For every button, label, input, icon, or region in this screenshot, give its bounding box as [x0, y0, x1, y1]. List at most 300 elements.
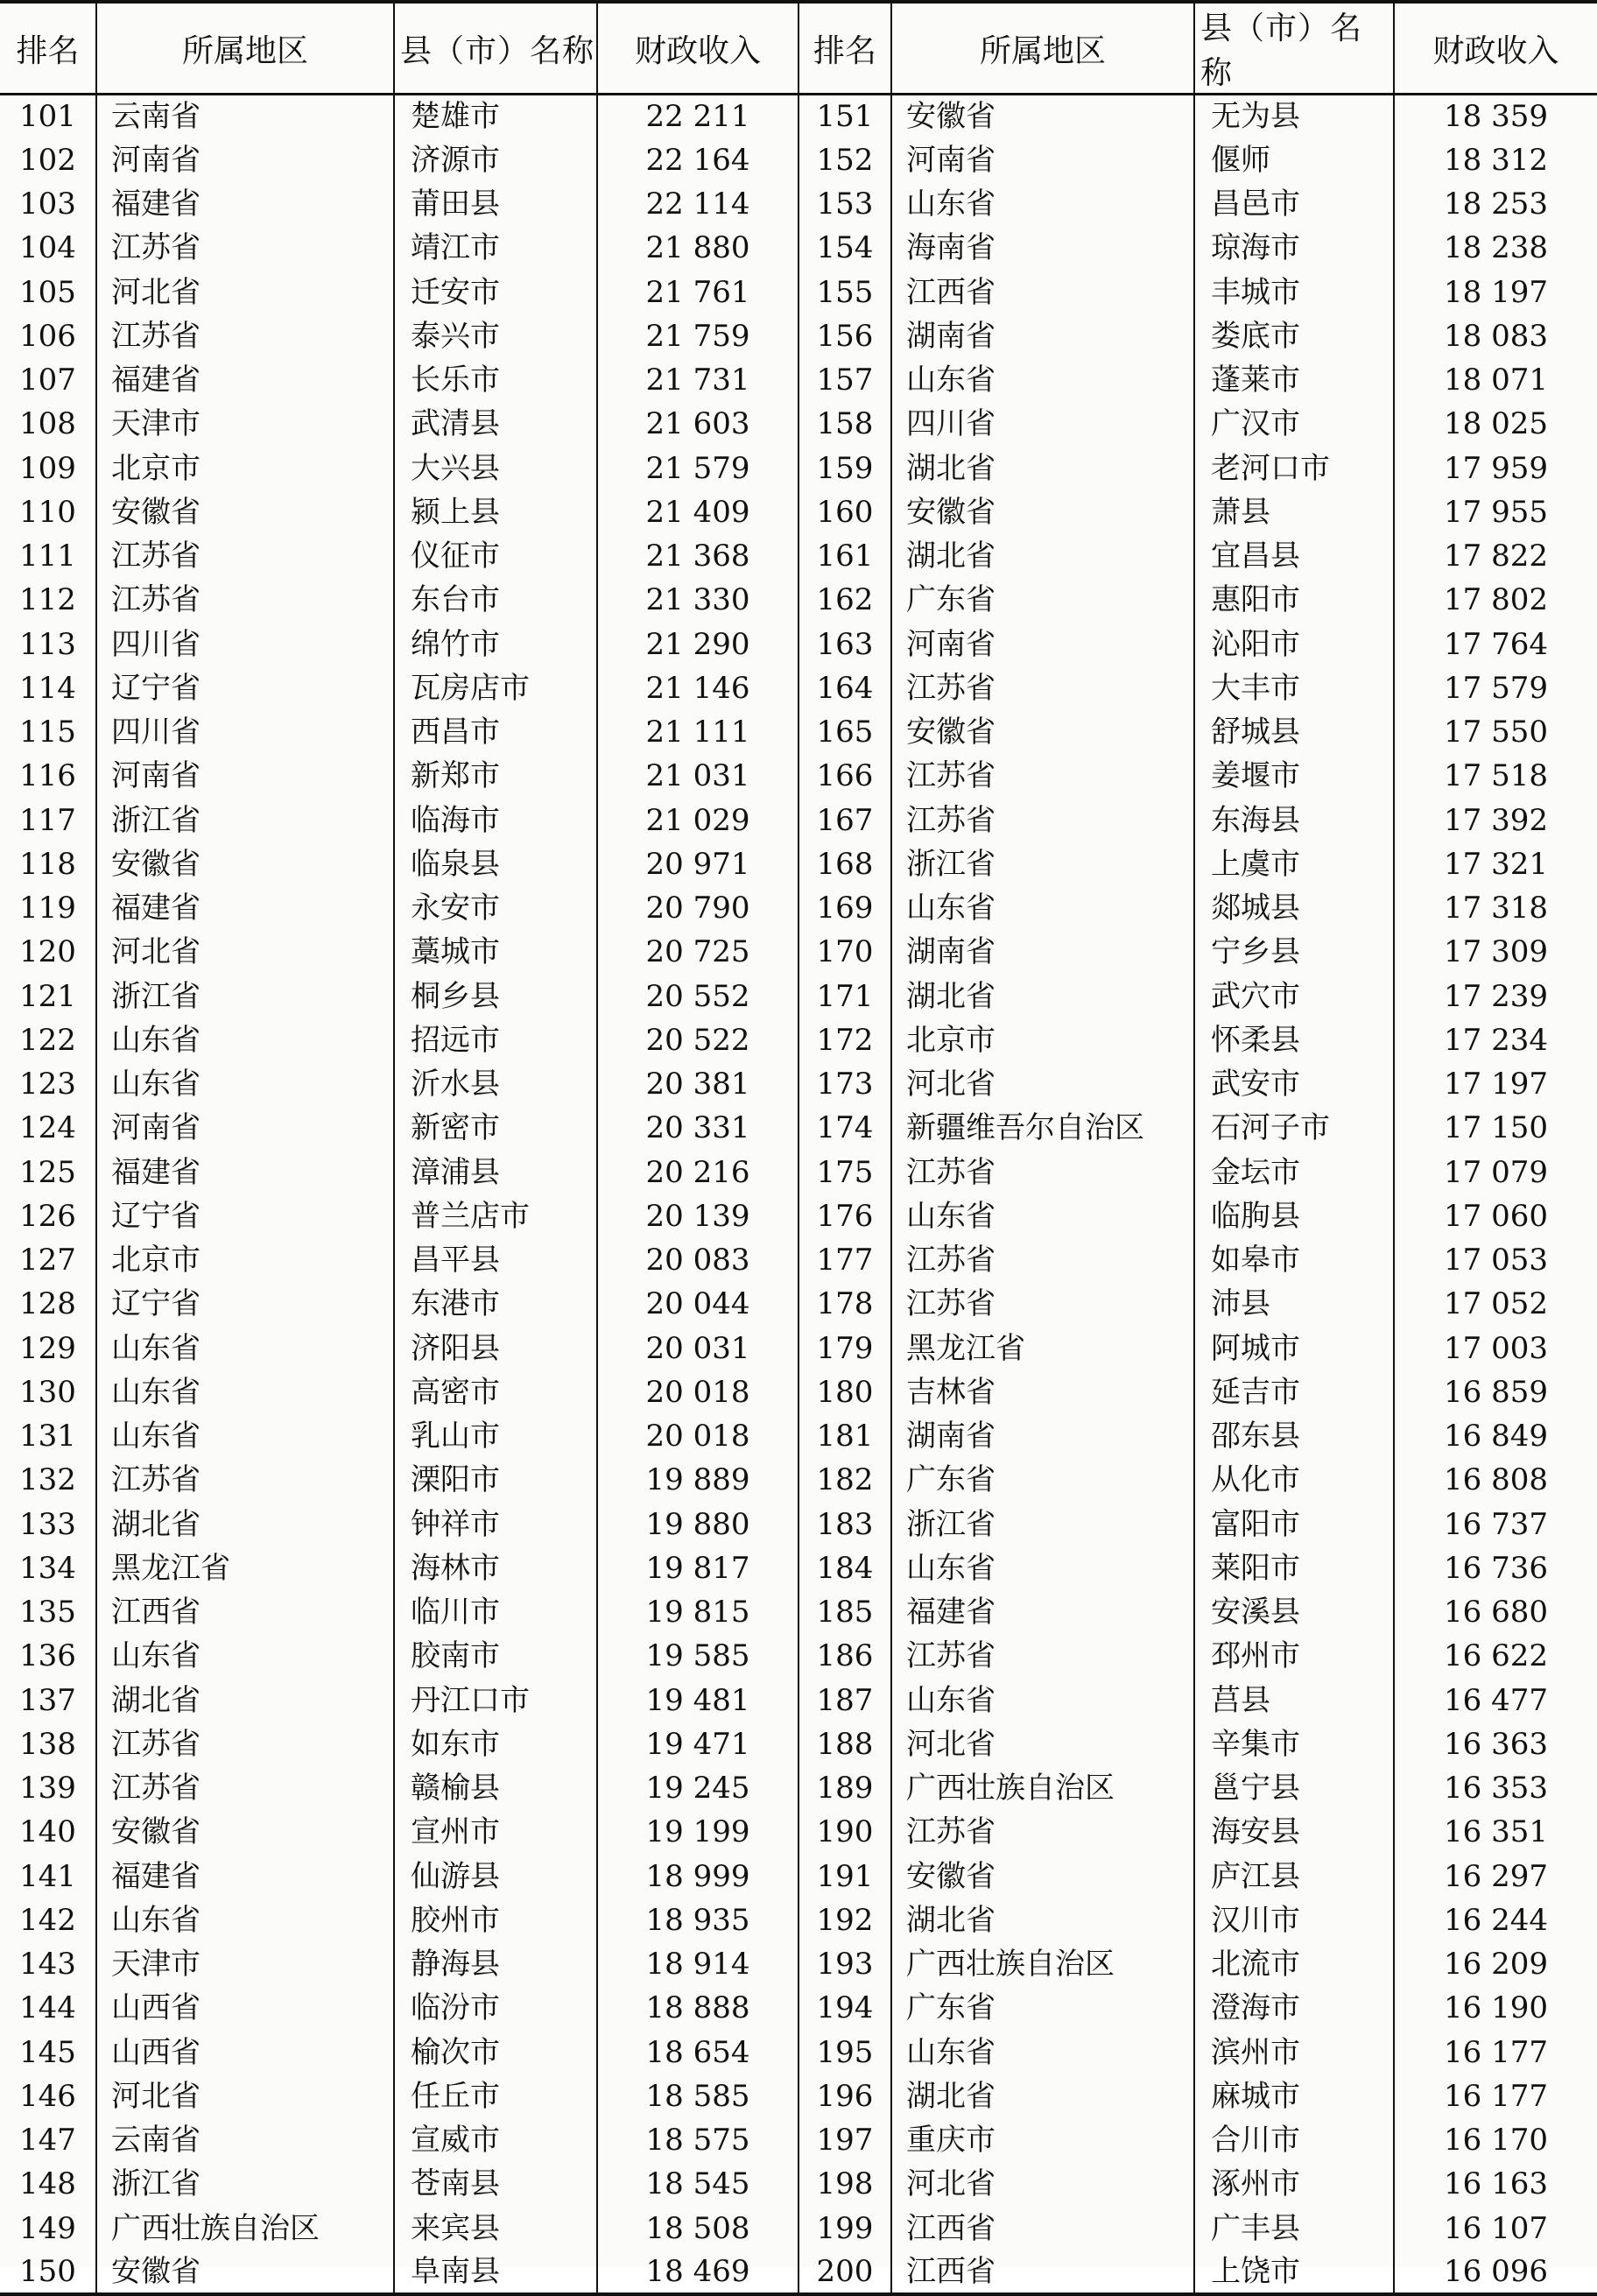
- left-county-cell: 长乐市: [394, 358, 597, 402]
- right-revenue-cell: 17 318: [1444, 891, 1548, 926]
- right-revenue-cell: 16 096: [1394, 2250, 1597, 2294]
- right-revenue-cell: 17 309: [1444, 934, 1548, 970]
- right-province-cell: 山东省: [891, 182, 1194, 226]
- header-revenue-right: 财政收入: [1394, 2, 1597, 95]
- right-rank-cell: 185: [798, 1590, 891, 1634]
- table-row: [0, 1590, 1597, 1634]
- left-rank-cell: 110: [0, 490, 96, 534]
- right-province-cell: 四川省: [891, 402, 1194, 446]
- left-province-cell: 福建省: [96, 1151, 394, 1194]
- header-county-right: 县（市）名称: [1194, 2, 1394, 95]
- right-county-cell: 北流市: [1194, 1942, 1394, 1986]
- left-county-cell: 昌平县: [394, 1238, 597, 1282]
- right-county-cell: 姜堰市: [1194, 754, 1394, 798]
- right-rank-cell: 193: [798, 1942, 891, 1986]
- left-province-cell: 山东省: [96, 1414, 394, 1458]
- table-row: [0, 1106, 1597, 1150]
- right-revenue-cell: 17 053: [1444, 1243, 1548, 1278]
- right-county-cell: 邵东县: [1194, 1414, 1394, 1458]
- left-province-cell: 河南省: [96, 754, 394, 798]
- left-revenue-cell: 21 368: [597, 534, 798, 578]
- left-province-cell: 湖北省: [96, 1503, 394, 1546]
- right-province-cell: 河南省: [891, 138, 1194, 182]
- right-province-cell: 湖北省: [891, 1898, 1194, 1942]
- table-row: [0, 447, 1597, 490]
- right-revenue-cell: 16 849: [1444, 1419, 1548, 1454]
- right-revenue-cell: 16 190: [1444, 1990, 1548, 2026]
- right-county-cell: 沛县: [1194, 1282, 1394, 1326]
- right-county-cell: 庐江县: [1194, 1855, 1394, 1898]
- left-county-cell: 迁安市: [394, 271, 597, 314]
- right-county-cell: 上虞市: [1194, 842, 1394, 886]
- left-province-cell: 江西省: [96, 1590, 394, 1634]
- left-revenue-cell: 19 817: [597, 1546, 798, 1590]
- left-county-cell: 仙游县: [394, 1855, 597, 1898]
- left-rank-cell: 149: [0, 2207, 96, 2250]
- right-revenue-cell: 17 052: [1444, 1286, 1548, 1322]
- left-county-cell: 绵竹市: [394, 623, 597, 666]
- right-province-cell: 湖北省: [891, 447, 1194, 490]
- left-province-cell: 福建省: [96, 182, 394, 226]
- left-rank-cell: 112: [0, 578, 96, 622]
- left-rank-cell: 111: [0, 534, 96, 578]
- table-row: [0, 95, 1597, 138]
- right-rank-cell: 186: [798, 1634, 891, 1678]
- left-rank-cell: 141: [0, 1855, 96, 1898]
- right-county-cell: 广丰县: [1194, 2207, 1394, 2250]
- right-revenue-cell: 17 518: [1444, 758, 1548, 794]
- right-province-cell: 河北省: [891, 1722, 1194, 1766]
- left-province-cell: 江苏省: [96, 534, 394, 578]
- right-revenue-cell: 17 764: [1444, 626, 1548, 662]
- left-revenue-cell: 21 029: [597, 799, 798, 842]
- right-county-cell: 海安县: [1194, 1810, 1394, 1854]
- left-rank-cell: 119: [0, 886, 96, 930]
- table-row: [0, 2162, 1597, 2206]
- table-row: [0, 1238, 1597, 1282]
- table-row: [0, 1282, 1597, 1326]
- left-county-cell: 宣威市: [394, 2118, 597, 2162]
- left-province-cell: 山东省: [96, 1327, 394, 1370]
- left-rank-cell: 150: [0, 2250, 96, 2294]
- right-county-cell: 澄海市: [1194, 1986, 1394, 2030]
- left-province-cell: 山东省: [96, 1898, 394, 1942]
- table-row: [0, 2118, 1597, 2162]
- right-province-cell: 江苏省: [891, 1634, 1194, 1678]
- table-row: [0, 1546, 1597, 1590]
- table-row: [0, 1062, 1597, 1106]
- left-province-cell: 北京市: [96, 447, 394, 490]
- right-revenue-cell: 16 244: [1444, 1902, 1548, 1938]
- right-revenue-cell: 18 253: [1444, 187, 1548, 222]
- right-revenue-cell: 17 079: [1444, 1154, 1548, 1190]
- right-revenue-cell: 16 680: [1444, 1595, 1548, 1630]
- right-rank-cell: 198: [798, 2162, 891, 2206]
- right-county-cell: 临朐县: [1194, 1194, 1394, 1238]
- table-row: [0, 271, 1597, 314]
- left-county-cell: 招远市: [394, 1018, 597, 1062]
- right-revenue-cell: 17 321: [1444, 846, 1548, 882]
- left-county-cell: 颍上县: [394, 490, 597, 534]
- right-province-cell: 江苏省: [891, 1151, 1194, 1194]
- table-row: [0, 534, 1597, 578]
- left-county-cell: 武清县: [394, 402, 597, 446]
- left-rank-cell: 118: [0, 842, 96, 886]
- right-revenue-cell: 17 822: [1444, 539, 1548, 574]
- right-revenue-cell: 18 238: [1444, 230, 1548, 266]
- right-revenue-cell: 17 239: [1444, 978, 1548, 1014]
- left-revenue-cell: 21 579: [597, 447, 798, 490]
- right-revenue-cell: 17 579: [1444, 670, 1548, 706]
- right-revenue-cell: 18 025: [1444, 406, 1548, 442]
- right-rank-cell: 159: [798, 447, 891, 490]
- right-province-cell: 安徽省: [891, 1855, 1194, 1898]
- right-county-cell: 琼海市: [1194, 226, 1394, 270]
- left-county-cell: 大兴县: [394, 447, 597, 490]
- table-row: [0, 842, 1597, 886]
- right-province-cell: 广东省: [891, 1986, 1194, 2030]
- left-province-cell: 浙江省: [96, 799, 394, 842]
- right-rank-cell: 176: [798, 1194, 891, 1238]
- left-rank-cell: 148: [0, 2162, 96, 2206]
- right-rank-cell: 194: [798, 1986, 891, 2030]
- right-county-cell: 昌邑市: [1194, 182, 1394, 226]
- right-province-cell: 江苏省: [891, 754, 1194, 798]
- right-county-cell: 安溪县: [1194, 1590, 1394, 1634]
- left-rank-cell: 127: [0, 1238, 96, 1282]
- right-province-cell: 湖南省: [891, 314, 1194, 358]
- left-province-cell: 天津市: [96, 1942, 394, 1986]
- left-province-cell: 云南省: [96, 95, 394, 138]
- right-rank-cell: 197: [798, 2118, 891, 2162]
- left-county-cell: 临汾市: [394, 1986, 597, 2030]
- right-county-cell: 怀柔县: [1194, 1018, 1394, 1062]
- left-province-cell: 辽宁省: [96, 1194, 394, 1238]
- left-province-cell: 河南省: [96, 138, 394, 182]
- left-revenue-cell: 21 880: [597, 226, 798, 270]
- right-province-cell: 山东省: [891, 1546, 1194, 1590]
- right-province-cell: 黑龙江省: [891, 1327, 1194, 1370]
- left-revenue-cell: 19 889: [597, 1458, 798, 1502]
- right-revenue-cell: 16 859: [1444, 1374, 1548, 1410]
- table-row: [0, 1503, 1597, 1546]
- left-county-cell: 济阳县: [394, 1327, 597, 1370]
- left-province-cell: 河北省: [96, 271, 394, 314]
- right-rank-cell: 174: [798, 1106, 891, 1150]
- right-province-cell: 江苏省: [891, 1238, 1194, 1282]
- left-province-cell: 山西省: [96, 2031, 394, 2074]
- left-rank-cell: 142: [0, 1898, 96, 1942]
- table-row: [0, 930, 1597, 974]
- left-rank-cell: 107: [0, 358, 96, 402]
- left-county-cell: 新密市: [394, 1106, 597, 1150]
- left-county-cell: 胶州市: [394, 1898, 597, 1942]
- table-row: [0, 1018, 1597, 1062]
- left-rank-cell: 122: [0, 1018, 96, 1062]
- left-revenue-cell: 20 044: [597, 1282, 798, 1326]
- left-county-cell: 临泉县: [394, 842, 597, 886]
- left-revenue-cell: 18 654: [597, 2031, 798, 2074]
- left-revenue-cell: 19 880: [597, 1503, 798, 1546]
- left-revenue-cell: 21 111: [597, 710, 798, 754]
- header-rank-right: 排名: [798, 2, 891, 95]
- left-revenue-cell: 20 018: [597, 1414, 798, 1458]
- right-province-cell: 江苏省: [891, 1282, 1194, 1326]
- right-rank-cell: 166: [798, 754, 891, 798]
- left-province-cell: 北京市: [96, 1238, 394, 1282]
- right-province-cell: 河北省: [891, 1062, 1194, 1106]
- left-revenue-cell: 20 216: [597, 1151, 798, 1194]
- right-county-cell: 沁阳市: [1194, 623, 1394, 666]
- left-province-cell: 四川省: [96, 710, 394, 754]
- right-rank-cell: 195: [798, 2031, 891, 2074]
- left-rank-cell: 139: [0, 1766, 96, 1810]
- right-rank-cell: 157: [798, 358, 891, 402]
- left-revenue-cell: 18 469: [597, 2250, 798, 2294]
- right-revenue-cell: 16 622: [1444, 1638, 1548, 1674]
- left-rank-cell: 114: [0, 666, 96, 710]
- right-county-cell: 惠阳市: [1194, 578, 1394, 622]
- left-revenue-cell: 18 999: [597, 1855, 798, 1898]
- right-county-cell: 从化市: [1194, 1458, 1394, 1502]
- left-revenue-cell: 18 575: [597, 2118, 798, 2162]
- right-revenue-cell: 16 737: [1444, 1506, 1548, 1542]
- table-row: [0, 2031, 1597, 2074]
- left-province-cell: 河南省: [96, 1106, 394, 1150]
- left-revenue-cell: 20 331: [597, 1106, 798, 1150]
- left-county-cell: 漳浦县: [394, 1151, 597, 1194]
- left-county-cell: 永安市: [394, 886, 597, 930]
- right-province-cell: 吉林省: [891, 1370, 1194, 1414]
- left-province-cell: 福建省: [96, 1855, 394, 1898]
- right-province-cell: 山东省: [891, 2031, 1194, 2074]
- right-revenue-cell: 16 808: [1444, 1462, 1548, 1498]
- right-county-cell: 富阳市: [1194, 1503, 1394, 1546]
- table-row: [0, 226, 1597, 270]
- left-rank-cell: 137: [0, 1679, 96, 1722]
- right-province-cell: 浙江省: [891, 1503, 1194, 1546]
- right-county-cell: 莱阳市: [1194, 1546, 1394, 1590]
- left-rank-cell: 124: [0, 1106, 96, 1150]
- left-county-cell: 乳山市: [394, 1414, 597, 1458]
- left-province-cell: 江苏省: [96, 226, 394, 270]
- left-province-cell: 山东省: [96, 1018, 394, 1062]
- right-county-cell: 辛集市: [1194, 1722, 1394, 1766]
- table-row: [0, 1327, 1597, 1370]
- right-rank-cell: 180: [798, 1370, 891, 1414]
- left-revenue-cell: 18 545: [597, 2162, 798, 2206]
- left-province-cell: 江苏省: [96, 1722, 394, 1766]
- right-rank-cell: 200: [798, 2250, 891, 2294]
- left-rank-cell: 115: [0, 710, 96, 754]
- table-row: [0, 1766, 1597, 1810]
- right-revenue-cell: 17 060: [1444, 1198, 1548, 1234]
- left-rank-cell: 125: [0, 1151, 96, 1194]
- left-revenue-cell: 21 731: [597, 358, 798, 402]
- header-province-left: 所属地区: [96, 2, 394, 95]
- header-rank-left: 排名: [0, 2, 96, 95]
- left-rank-cell: 105: [0, 271, 96, 314]
- right-province-cell: 山东省: [891, 358, 1194, 402]
- right-revenue-cell: 16 209: [1444, 1947, 1548, 1983]
- left-rank-cell: 134: [0, 1546, 96, 1590]
- table-row: [0, 1855, 1597, 1898]
- left-rank-cell: 130: [0, 1370, 96, 1414]
- table-row: [0, 138, 1597, 182]
- table-row: [0, 1194, 1597, 1238]
- right-rank-cell: 199: [798, 2207, 891, 2250]
- left-rank-cell: 140: [0, 1810, 96, 1854]
- right-rank-cell: 191: [798, 1855, 891, 1898]
- left-rank-cell: 101: [0, 95, 96, 138]
- left-revenue-cell: 19 245: [597, 1766, 798, 1810]
- right-county-cell: 涿州市: [1194, 2162, 1394, 2206]
- right-county-cell: 萧县: [1194, 490, 1394, 534]
- left-county-cell: 沂水县: [394, 1062, 597, 1106]
- left-revenue-cell: 20 018: [597, 1370, 798, 1414]
- right-province-cell: 江苏省: [891, 1810, 1194, 1854]
- right-province-cell: 河南省: [891, 623, 1194, 666]
- right-revenue-cell: 16 363: [1444, 1726, 1548, 1762]
- table-row: [0, 1810, 1597, 1854]
- right-county-cell: 合川市: [1194, 2118, 1394, 2162]
- right-rank-cell: 177: [798, 1238, 891, 1282]
- left-revenue-cell: 20 031: [597, 1327, 798, 1370]
- left-revenue-cell: 21 290: [597, 623, 798, 666]
- left-rank-cell: 109: [0, 447, 96, 490]
- left-revenue-cell: 18 914: [597, 1942, 798, 1986]
- right-county-cell: 阿城市: [1194, 1327, 1394, 1370]
- right-county-cell: 蓬莱市: [1194, 358, 1394, 402]
- right-revenue-cell: 16 351: [1444, 1814, 1548, 1850]
- left-rank-cell: 102: [0, 138, 96, 182]
- left-revenue-cell: 18 888: [597, 1986, 798, 2030]
- right-province-cell: 安徽省: [891, 710, 1194, 754]
- right-county-cell: 武安市: [1194, 1062, 1394, 1106]
- left-revenue-cell: 22 211: [597, 95, 798, 138]
- left-county-cell: 瓦房店市: [394, 666, 597, 710]
- right-province-cell: 浙江省: [891, 842, 1194, 886]
- right-rank-cell: 169: [798, 886, 891, 930]
- table-row: [0, 1942, 1597, 1986]
- right-rank-cell: 196: [798, 2074, 891, 2118]
- right-county-cell: 偃师: [1194, 138, 1394, 182]
- left-province-cell: 河北省: [96, 930, 394, 974]
- left-county-cell: 西昌市: [394, 710, 597, 754]
- left-rank-cell: 135: [0, 1590, 96, 1634]
- right-county-cell: 丰城市: [1194, 271, 1394, 314]
- right-province-cell: 新疆维吾尔自治区: [891, 1106, 1194, 1150]
- right-province-cell: 广东省: [891, 578, 1194, 622]
- left-revenue-cell: 20 725: [597, 930, 798, 974]
- left-revenue-cell: 18 935: [597, 1898, 798, 1942]
- left-province-cell: 江苏省: [96, 314, 394, 358]
- left-county-cell: 临海市: [394, 799, 597, 842]
- right-rank-cell: 190: [798, 1810, 891, 1854]
- left-revenue-cell: 21 759: [597, 314, 798, 358]
- right-province-cell: 山东省: [891, 1679, 1194, 1722]
- table-row: [0, 1458, 1597, 1502]
- left-province-cell: 安徽省: [96, 2250, 394, 2294]
- right-revenue-cell: 18 197: [1444, 274, 1548, 310]
- left-revenue-cell: 20 552: [597, 975, 798, 1018]
- left-province-cell: 四川省: [96, 623, 394, 666]
- table-row: [0, 710, 1597, 754]
- left-revenue-cell: 20 790: [597, 886, 798, 930]
- left-county-cell: 东港市: [394, 1282, 597, 1326]
- right-revenue-cell: 18 359: [1444, 99, 1548, 135]
- left-rank-cell: 145: [0, 2031, 96, 2074]
- table-row: [0, 2207, 1597, 2250]
- right-county-cell: 娄底市: [1194, 314, 1394, 358]
- left-revenue-cell: 20 522: [597, 1018, 798, 1062]
- table-row: [0, 2074, 1597, 2118]
- table-row: [0, 666, 1597, 710]
- left-rank-cell: 123: [0, 1062, 96, 1106]
- left-province-cell: 安徽省: [96, 842, 394, 886]
- right-rank-cell: 158: [798, 402, 891, 446]
- table-row: [0, 314, 1597, 358]
- left-rank-cell: 120: [0, 930, 96, 974]
- left-county-cell: 如东市: [394, 1722, 597, 1766]
- table-row: [0, 2250, 1597, 2294]
- left-revenue-cell: 21 603: [597, 402, 798, 446]
- right-province-cell: 江西省: [891, 2207, 1194, 2250]
- left-county-cell: 静海县: [394, 1942, 597, 1986]
- table-row: [0, 182, 1597, 226]
- right-revenue-cell: 16 177: [1444, 2034, 1548, 2070]
- left-province-cell: 湖北省: [96, 1679, 394, 1722]
- left-revenue-cell: 19 199: [597, 1810, 798, 1854]
- right-province-cell: 福建省: [891, 1590, 1194, 1634]
- left-province-cell: 黑龙江省: [96, 1546, 394, 1590]
- left-rank-cell: 146: [0, 2074, 96, 2118]
- left-rank-cell: 136: [0, 1634, 96, 1678]
- right-rank-cell: 163: [798, 623, 891, 666]
- right-rank-cell: 182: [798, 1458, 891, 1502]
- left-rank-cell: 113: [0, 623, 96, 666]
- right-revenue-cell: 16 297: [1444, 1858, 1548, 1894]
- right-revenue-cell: 16 353: [1444, 1771, 1548, 1807]
- left-revenue-cell: 19 585: [597, 1634, 798, 1678]
- right-revenue-cell: 17 802: [1444, 582, 1548, 618]
- right-county-cell: 舒城县: [1194, 710, 1394, 754]
- left-rank-cell: 104: [0, 226, 96, 270]
- right-revenue-cell: 18 071: [1444, 363, 1548, 398]
- left-revenue-cell: 21 330: [597, 578, 798, 622]
- left-county-cell: 莆田县: [394, 182, 597, 226]
- left-county-cell: 临川市: [394, 1590, 597, 1634]
- right-rank-cell: 153: [798, 182, 891, 226]
- left-province-cell: 辽宁省: [96, 1282, 394, 1326]
- right-county-cell: 汉川市: [1194, 1898, 1394, 1942]
- table-row: [0, 490, 1597, 534]
- table-row: [0, 886, 1597, 930]
- right-county-cell: 麻城市: [1194, 2074, 1394, 2118]
- header-row: [0, 2, 1597, 95]
- left-province-cell: 安徽省: [96, 490, 394, 534]
- left-rank-cell: 126: [0, 1194, 96, 1238]
- table-row: [0, 799, 1597, 842]
- left-county-cell: 来宾县: [394, 2207, 597, 2250]
- left-county-cell: 仪征市: [394, 534, 597, 578]
- right-revenue-cell: 17 003: [1444, 1330, 1548, 1366]
- right-province-cell: 安徽省: [891, 95, 1194, 138]
- right-county-cell: 金坛市: [1194, 1151, 1394, 1194]
- right-rank-cell: 170: [798, 930, 891, 974]
- left-county-cell: 胶南市: [394, 1634, 597, 1678]
- table-row: [0, 578, 1597, 622]
